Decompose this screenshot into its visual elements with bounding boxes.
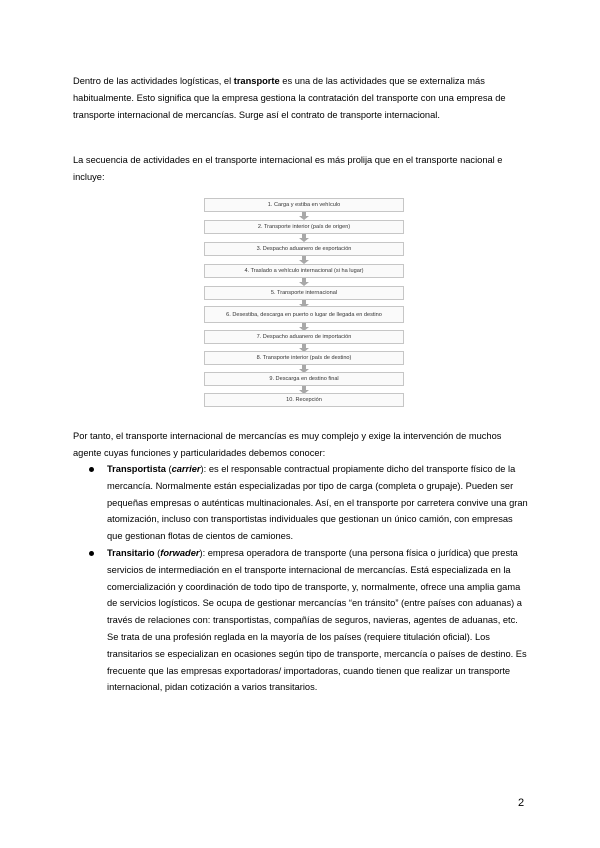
flow-step-4: 4. Traslado a vehículo internacional (si ha lugar) (204, 264, 404, 278)
bullet-icon (89, 467, 94, 472)
flow-arrow-icon (299, 256, 309, 264)
paren-close: ): (200, 464, 209, 474)
term-transitario: Transitario (107, 547, 155, 558)
flow-step-6: 6. Desestiba, descarga en puerto o lugar de llegada en destino (204, 306, 404, 323)
page-number: 2 (518, 797, 525, 809)
agents-list (89, 461, 529, 696)
flow-step-10: 10. Recepción (204, 393, 404, 407)
term-forwader: forwader (160, 547, 200, 558)
term-transportista: Transportista (107, 464, 166, 474)
sequence-paragraph: La secuencia de actividades en el transporte internacional es más prolija que en el transporte nacional e incluye: (73, 155, 503, 182)
intro-text-a: Dentro de las actividades logísticas, el (73, 76, 234, 86)
flow-step-9: 9. Descarga en destino final (204, 372, 404, 386)
flow-step-1: 1. Carga y estiba en vehículo (204, 198, 404, 212)
bullet-icon (89, 551, 94, 556)
intro-text-b: es una de las actividades que se externaliza más habitualmente. Esto significa que la empresa gestiona la contratación del transporte con una empresa de transporte internacional de mercancías. Surge así el contrato de transporte internacional. (73, 76, 506, 120)
flow-arrow-icon (299, 278, 309, 286)
paren-close: ): (199, 547, 208, 558)
paren-open: ( (154, 547, 161, 558)
flow-arrow-icon (299, 234, 309, 242)
transportista-description: es el responsable contractual propiamente dicho del transporte físico de la mercancía. Normalmente están especializadas por tipo de carga (completa o grupaje). Pueden ser pequeñas empresas o auténticas multinacionales. Así, en el transporte por carretera convive una gran atomización, incluso con transportistas individuales que gestionan un único camión, con empresas que gestionan flotas de cientos de camiones. (107, 464, 528, 542)
transitario-description: empresa operadora de transporte (una persona física o jurídica) que presta servicios de intermediación en el transporte internacional de mercancías. Está especializada en la comercialización y coordinación de todo tipo de transporte, y, normalmente, ofrece una amplia gama de servicios logísticos. Se ocupa de gestionar mercancías “en tránsito” (entre países con aduanas) a través de relaciones con: transportistas, compañías de seguros, navieras, agentes de aduanas, etc. Se trata de una profesión reglada en la mayoría de los países (requiere titulación oficial). Los transitarios se especializan en ocasiones según tipo de transporte, mercancía o países de destino. Es frecuente que las empresas exportadoras/ importadoras, cuando tienen que realizar un transporte internacional, pidan cotización a varios transitarios. (107, 547, 527, 693)
term-carrier: carrier (171, 464, 201, 474)
transport-sequence-diagram (204, 198, 404, 410)
flow-arrow-icon (299, 212, 309, 220)
flow-step-8: 8. Transporte interior (país de destino) (204, 351, 404, 365)
list-item-transitario (89, 545, 529, 696)
flow-step-7: 7. Despacho aduanero de importación (204, 330, 404, 344)
flow-step-2: 2. Transporte interior (país de origen) (204, 220, 404, 234)
list-item-transportista (89, 461, 529, 545)
agents-intro-paragraph: Por tanto, el transporte internacional de mercancías es muy complejo y exige la intervención de muchos agente cuyas funciones y particularidades debemos conocer: (73, 431, 502, 458)
intro-bold-transporte: transporte (233, 76, 280, 86)
flow-step-3: 3. Despacho aduanero de exportación (204, 242, 404, 256)
paren-open: ( (165, 464, 172, 474)
intro-paragraph (73, 73, 528, 123)
flow-step-5: 5. Transporte internacional (204, 286, 404, 300)
